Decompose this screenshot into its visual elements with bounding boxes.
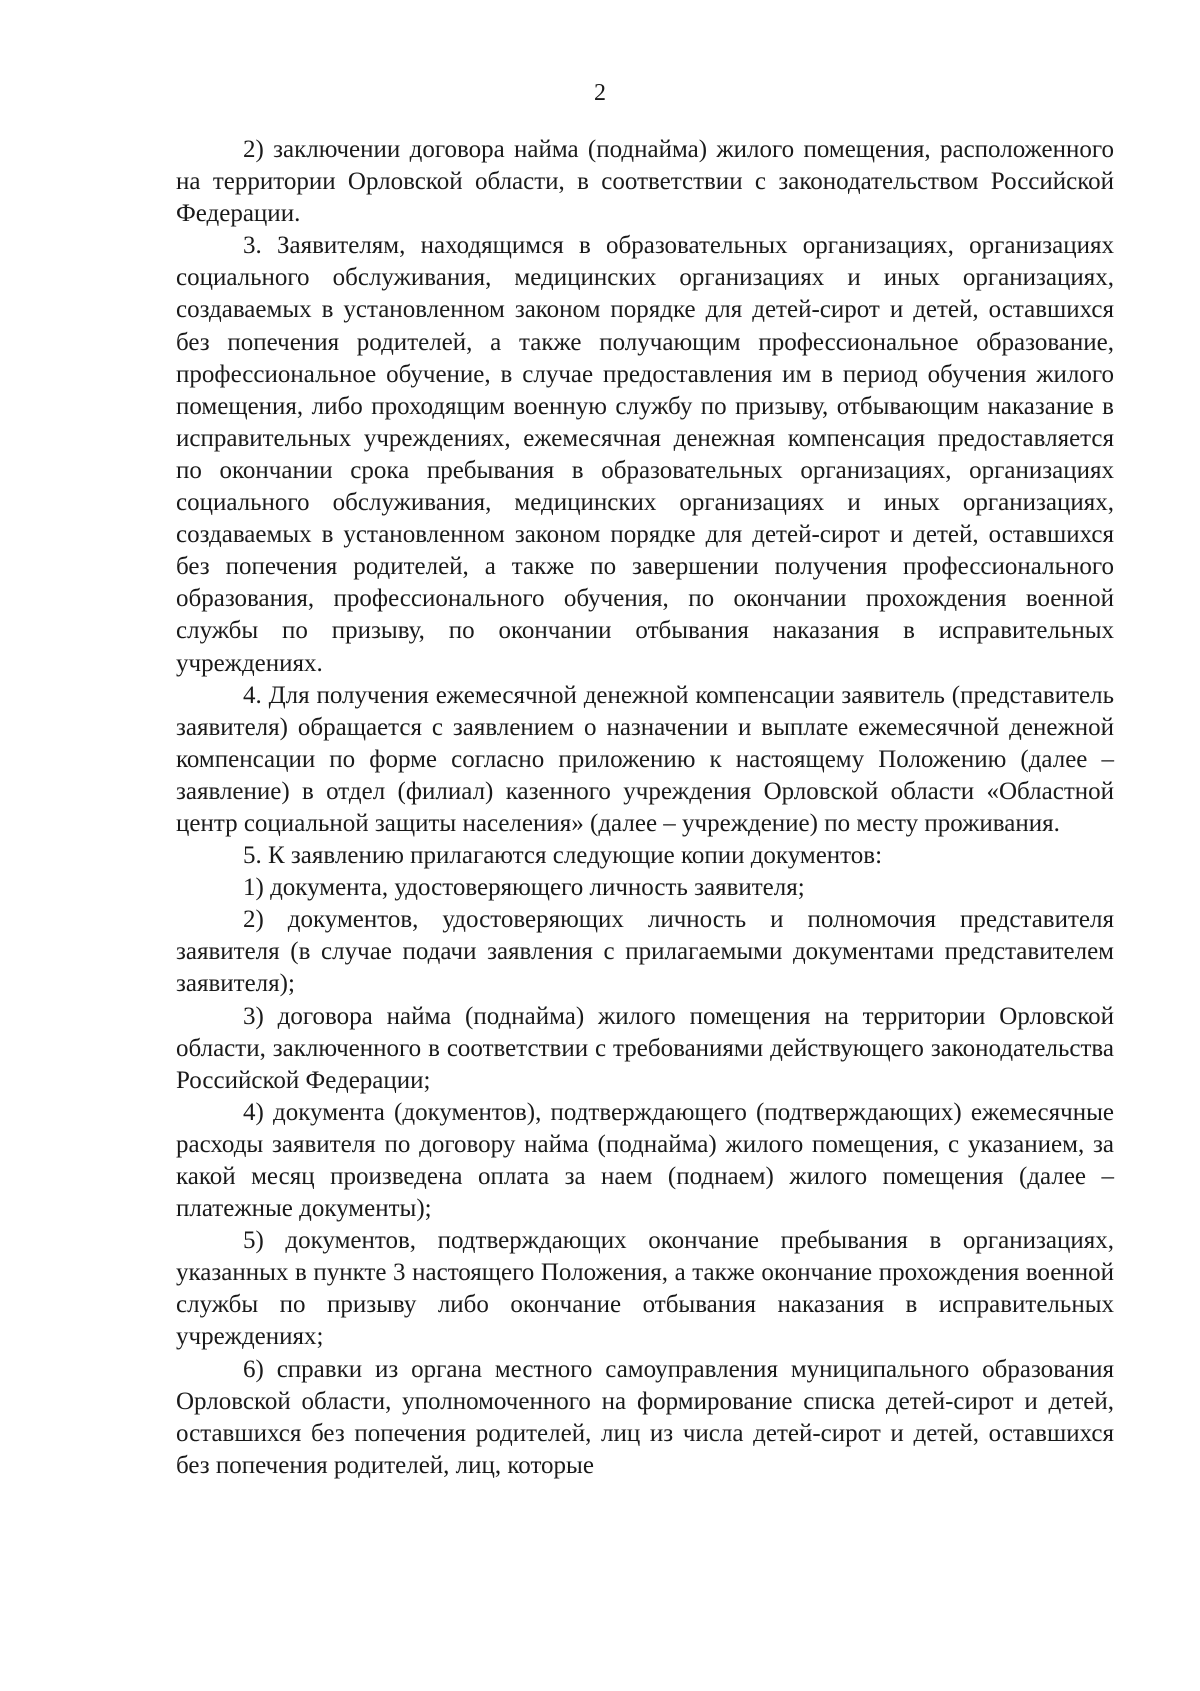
paragraph-point-5: 5. К заявлению прилагаются следующие копии документов: (243, 842, 883, 870)
document-body (176, 134, 1114, 1482)
paragraph-subitem-3: 3) договора найма (поднайма) жилого помещения на территории Орловской области, заключенного в соответствии с требованиями действующего законодательства Российской Федерации; (176, 1002, 1114, 1094)
paragraph-subitem-6: 6) справки из органа местного самоуправления муниципального образования Орловской области, уполномоченного на формирование списка детей-сирот и детей, оставшихся без попечения родителей, лиц из числа детей-сирот и детей, оставшихся без попечения родителей, лиц, которые (176, 1355, 1114, 1479)
paragraph-subitem-5: 5) документов, подтверждающих окончание пребывания в организациях, указанных в пункте 3 настоящего Положения, а также окончание прохождения военной службы по призыву либо окончание отбывания наказания в исправительных учреждениях; (176, 1227, 1114, 1351)
paragraph-subitem-4: 4) документа (документов), подтверждающего (подтверждающих) ежемесячные расходы заявителя по договору найма (поднайма) жилого помещения, с указанием, за какой месяц произведена оплата за наем (поднаем) жилого помещения (далее – платежные документы); (176, 1098, 1114, 1223)
page-number: 2 (594, 80, 606, 106)
paragraph-point-3: 3. Заявителям, находящимся в образовательных организациях, организациях социального обслуживания, медицинских организациях и иных организациях, создаваемых в установленном законом порядке для детей-сирот и детей, оставшихся без попечения родителей, а также получающим профессиональное образование, профессиональное обучение, в случае предоставления им в период обучения жилого помещения, либо проходящим военную службу по призыву, отбывающим наказание в исправительных учреждениях, ежемесячная денежная компенсация предоставляется по окончании срока пребывания в образовательных организациях, организациях социального обслуживания, медицинских организациях и иных организациях, создаваемых в установленном законом порядке для детей-сирот и детей, оставшихся без попечения родителей, а также по завершении получения профессионального образования, профессионального обучения, по окончании прохождения военной службы по призыву, по окончании отбывания наказания в исправительных учреждениях. (176, 232, 1114, 677)
paragraph-item-2: 2) заключении договора найма (поднайма) жилого помещения, расположенного на территории Орловской области, в соответствии с законодательством Российской Федерации. (176, 136, 1114, 228)
paragraph-subitem-2: 2) документов, удостоверяющих личность и полномочия представителя заявителя (в случае подачи заявления с прилагаемыми документами представителем заявителя); (176, 906, 1114, 998)
paragraph-point-4: 4. Для получения ежемесячной денежной компенсации заявитель (представитель заявителя) обращается с заявлением о назначении и выплате ежемесячной денежной компенсации по форме согласно приложению к настоящему Положению (далее – заявление) в отдел (филиал) казенного учреждения Орловской области «Областной центр социальной защиты населения» (далее – учреждение) по месту проживания. (176, 681, 1114, 837)
paragraph-subitem-1: 1) документа, удостоверяющего личность заявителя; (243, 874, 805, 902)
